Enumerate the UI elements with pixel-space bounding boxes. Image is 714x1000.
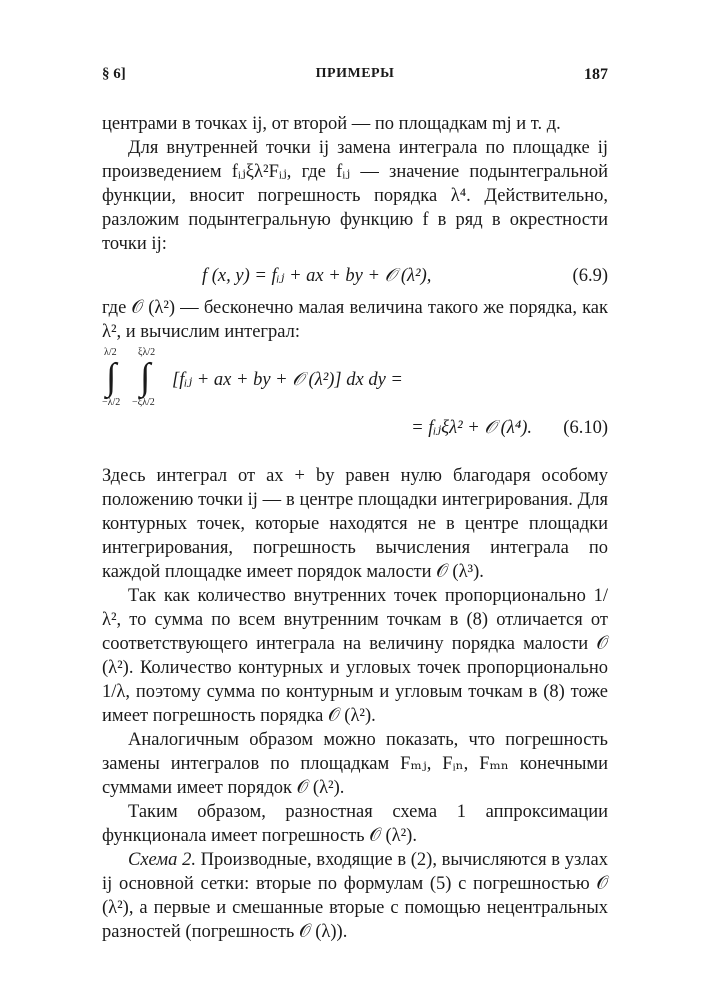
page-body [102, 112, 608, 944]
paragraph-5: Так как количество внутренних точек пропорционально 1/λ², то сумма по всем внутренним точкам в (8) отличается от соответствующего интеграла на величину порядка малости 𝒪 (λ²). Количество контурных и угловых точек пропорционально 1/λ, поэтому сумма по контурным и угловым точкам в (8) тоже имеет погрешность порядка 𝒪 (λ²). [102, 586, 608, 726]
page-number: 187 [584, 66, 608, 83]
paragraph-6: Аналогичным образом можно показать, что погрешность замены интегралов по площадкам Fₘⱼ, Fᵢₙ, Fₘₙ конечными суммами имеет порядок 𝒪 (λ²). [102, 730, 608, 798]
equation-6-10-result [411, 416, 608, 440]
scheme-2-label: Схема 2. [128, 850, 196, 870]
paragraph-2: Для внутренней точки ij замена интеграла по площадке ij произведением fᵢⱼξλ²Fᵢⱼ, где fᵢⱼ — значение подынтегральной функции, вносит погрешность порядка λ⁴. Действительно, разложим подынтегральную функцию f в ряд в окрестности точки ij: [102, 138, 608, 254]
equation-6-9-body: f (x, y) = fᵢⱼ + ax + by + 𝒪 (λ²), [202, 266, 432, 286]
chapter-title: ПРИМЕРЫ [315, 66, 395, 81]
inner-upper-limit: ξλ/2 [138, 347, 156, 358]
outer-upper-limit: λ/2 [104, 347, 117, 358]
equation-6-10-label: (6.10) [563, 418, 608, 438]
inner-lower-limit: −ξλ/2 [132, 397, 155, 408]
equation-6-10-rhs: = fᵢⱼξλ² + 𝒪 (λ⁴). [411, 418, 533, 438]
section-marker: § 6] [102, 66, 126, 82]
paragraph-8 [102, 848, 608, 944]
scheme-2-text: Производные, входящие в (2), вычисляются в узлах ij основной сетки: вторые по формулам (5) с погрешностью 𝒪 (λ²), а первые и смешанные вторые с помощью нецентральных разностей (погрешность 𝒪 (λ)). [102, 850, 608, 942]
paragraph-7: Таким образом, разностная схема 1 аппроксимации функционала имеет погрешность 𝒪 (λ²). [102, 802, 608, 846]
equation-6-10 [102, 344, 608, 464]
paragraph-4: Здесь интеграл от ax + by равен нулю благодаря особому положению точки ij — в центре площадки интегрирования. Для контурных точек, которые находятся не в центре площадки интегрирования, погрешность вычисления интеграла по каждой площадке имеет порядок малости 𝒪 (λ³). [102, 466, 608, 582]
integrand: [fᵢⱼ + ax + by + 𝒪 (λ²)] dx dy = [172, 370, 403, 390]
outer-integral-sign: ∫ [106, 356, 117, 398]
running-header [102, 66, 608, 90]
paragraph-1: центрами в точках ij, от второй — по площадкам mj и т. д. [102, 114, 561, 134]
inner-integral-sign: ∫ [140, 356, 151, 398]
equation-6-9 [102, 256, 608, 296]
paragraph-3: где 𝒪 (λ²) — бесконечно малая величина такого же порядка, как λ², и вычислим интеграл: [102, 298, 608, 342]
outer-lower-limit: −λ/2 [102, 397, 121, 408]
equation-6-9-label: (6.9) [572, 266, 608, 286]
